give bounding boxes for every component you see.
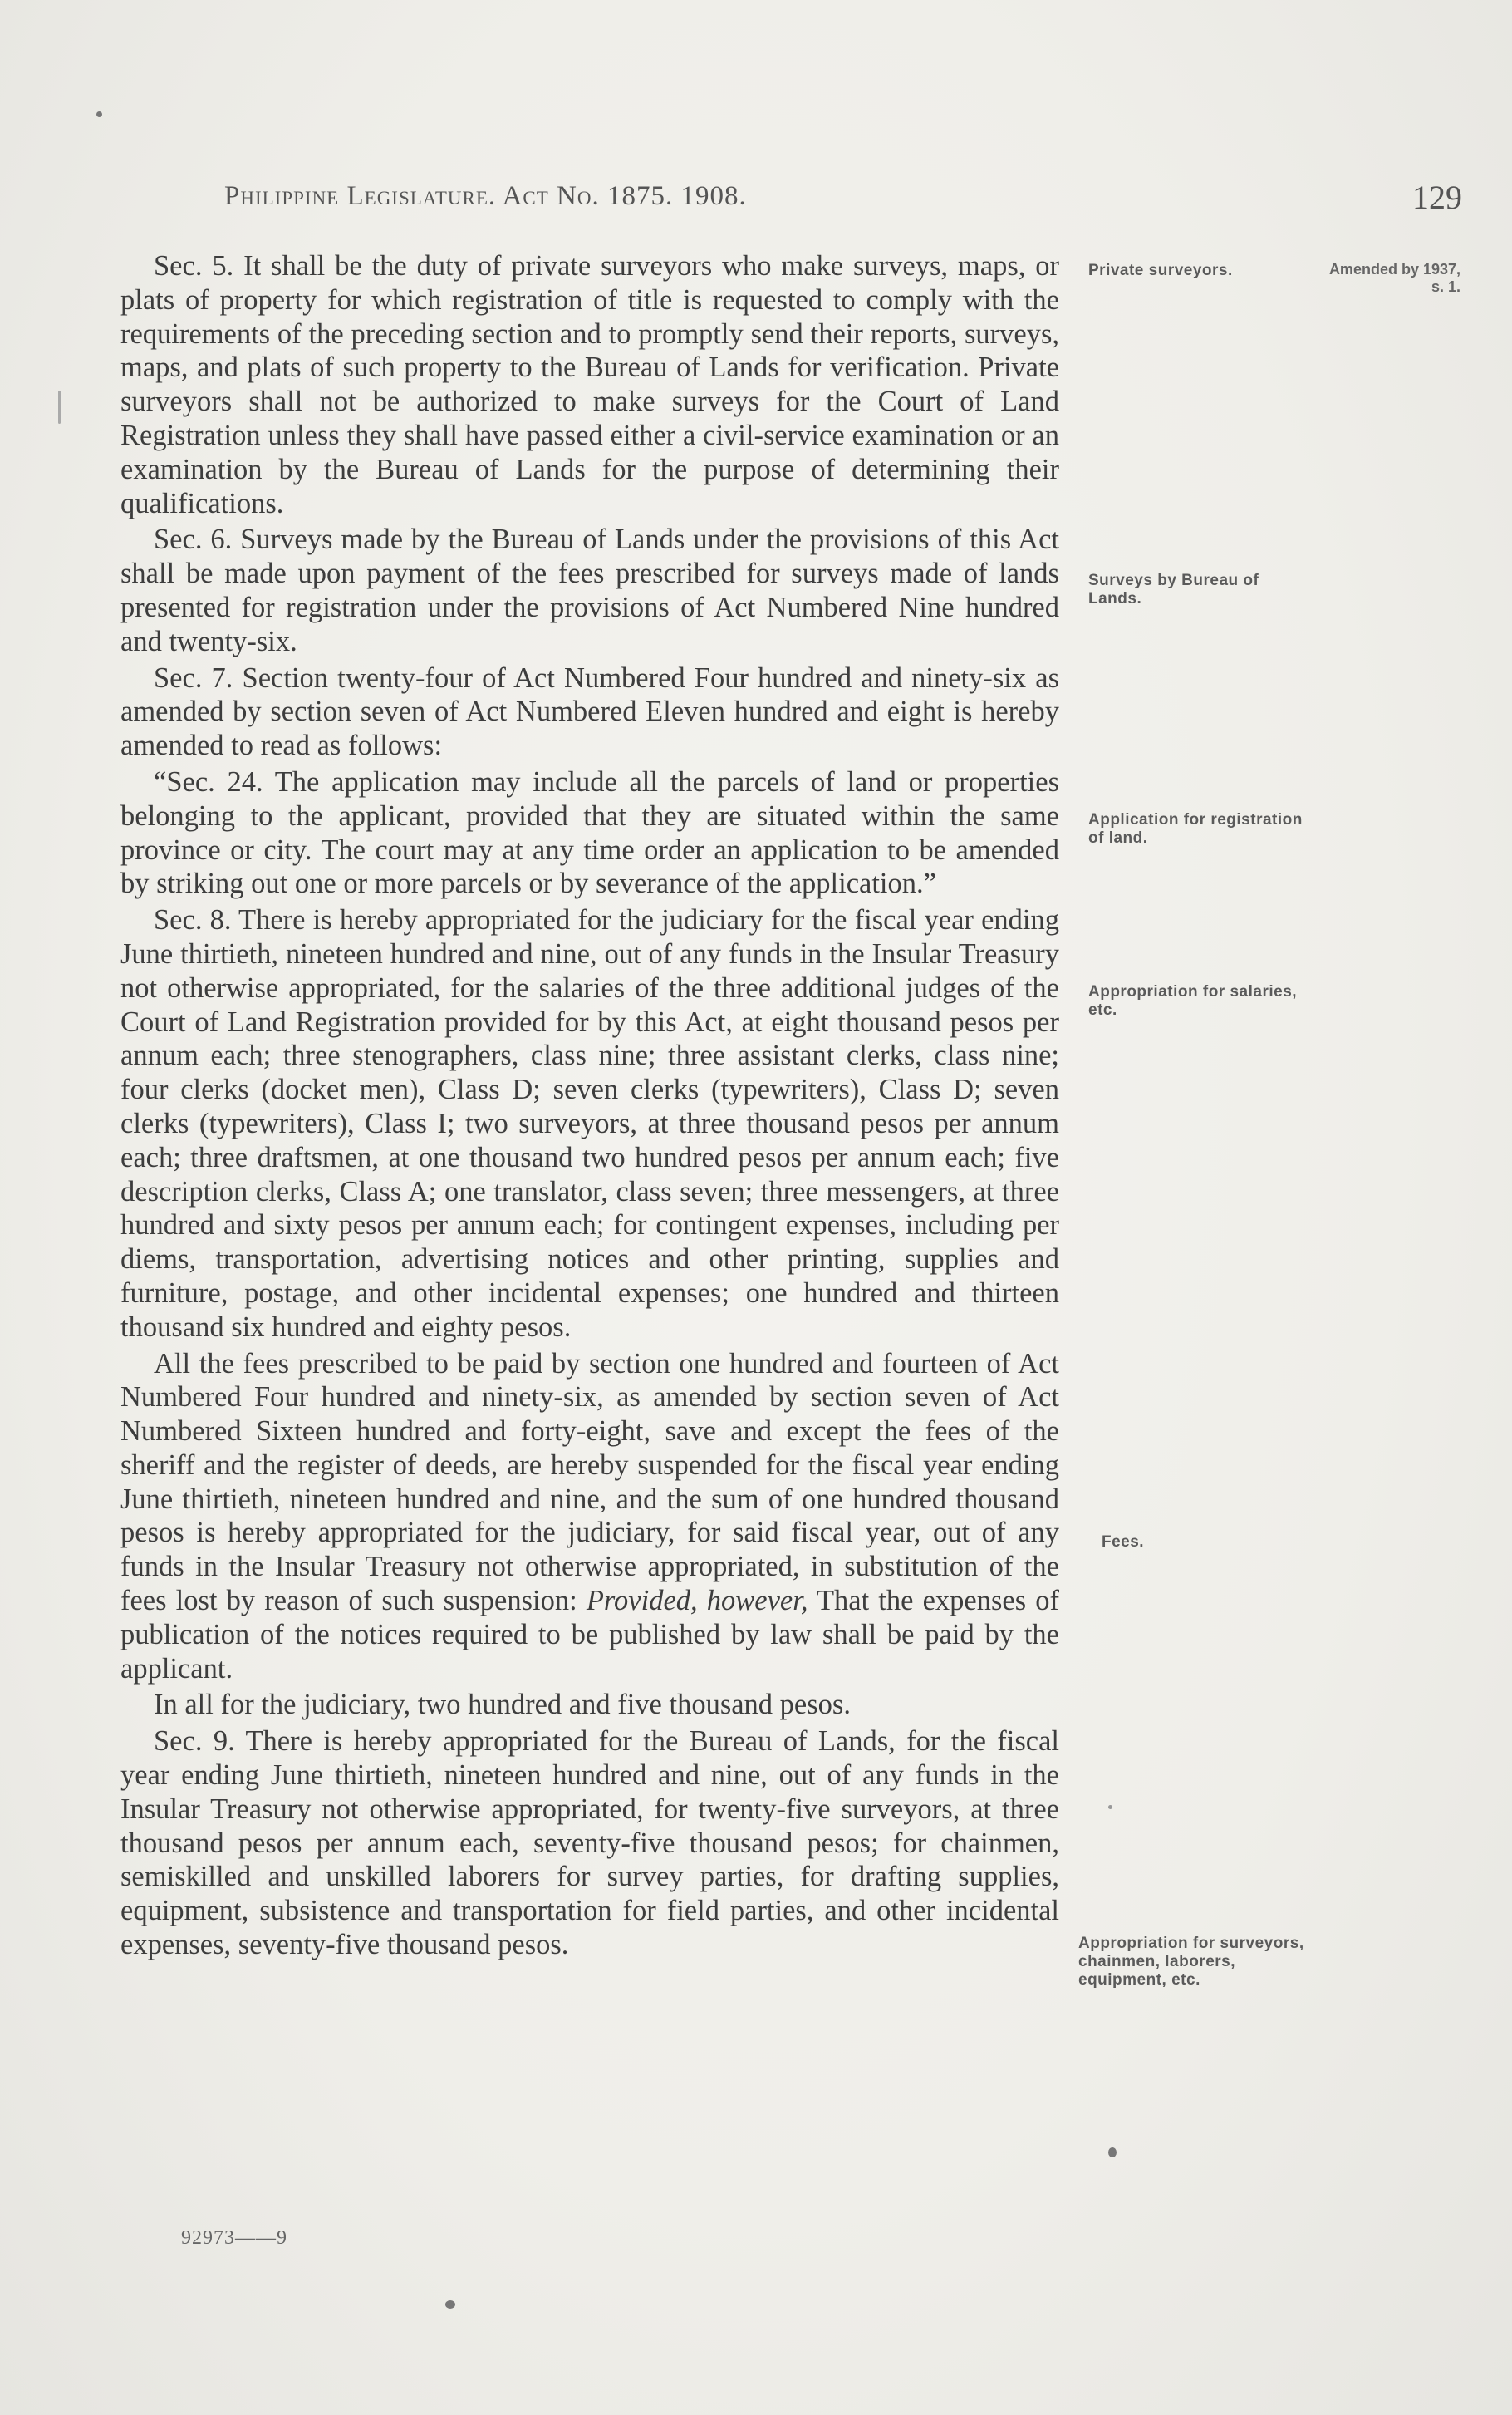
margin-note-application: Application for registration of land.	[1088, 811, 1303, 847]
margin-note-surveys-by-bureau: Surveys by Bureau of Lands.	[1088, 572, 1259, 607]
scan-speck	[1108, 2147, 1117, 2157]
page-number: 129	[1412, 179, 1462, 216]
margin-note-appropriation-surveyors: Appropriation for surveyors, chainmen, laborers, equipment, etc.	[1078, 1935, 1304, 1989]
scan-speck	[1108, 1805, 1112, 1809]
section-9-paragraph: Sec. 9. There is hereby appropriated for the Bureau of Lands, for the fiscal year ending June thirtieth, nineteen hundred and nine, out of any funds in the Insular Treasury not otherwise appropriated, for twenty-five surveyors, at three thousand pesos per annum each, seventy-five thousand pesos; for chainmen, semiskilled and unskilled laborers for survey parties, for drafting supplies, equipment, subsistence and transportation for field parties, and other incidental expenses, seventy-five thousand pesos.	[120, 1725, 1059, 1961]
proviso-italic: Provided, however,	[586, 1585, 808, 1617]
running-head: Philippine Legislature. Act No. 1875. 1908.	[224, 181, 747, 211]
margin-note-amended: Amended by 1937, s. 1.	[1328, 261, 1460, 295]
document-body	[120, 249, 1059, 1965]
margin-note-appropriation-salaries: Appropriation for salaries, etc.	[1088, 983, 1298, 1019]
section-8-paragraph: Sec. 8. There is hereby appropriated for the judiciary for the fiscal year ending June thirtieth, nineteen hundred and nine, out of any funds in the Insular Treasury not otherwise appropriated, for the salaries of the three additional judges of the Court of Land Registration provided for by this Act, at eight thousand pesos per annum each; three stenographers, class nine; three assistant clerks, class nine; four clerks (docket men), Class D; seven clerks (typewriters), Class D; seven clerks (typewriters), Class I; two surveyors, at three thousand pesos per annum each; three draftsmen, at one thousand two hundred pesos per annum each; five description clerks, Class A; one translator, class seven; three messengers, at three hundred and sixty pesos per annum each; for contingent expenses, including per diems, transportation, advertising notices and other printing, supplies and furniture, postage, and other incidental expenses; one hundred and thirteen thousand six hundred and eighty pesos.	[120, 904, 1059, 1343]
section-6-paragraph: Sec. 6. Surveys made by the Bureau of Lands under the provisions of this Act shall be made upon payment of the fees prescribed for surveys made of lands presented for registration under the provisions of Act Numbered Nine hundred and twenty-six.	[120, 524, 1059, 657]
fees-paragraph-text-end: That the expenses of publication of the notices required to be published by law shall be paid by the applicant.	[120, 1585, 1059, 1685]
fees-paragraph	[120, 1347, 1059, 1686]
scan-speck	[58, 391, 61, 424]
margin-note-private-surveyors: Private surveyors.	[1088, 262, 1233, 279]
fees-paragraph-text: All the fees prescribed to be paid by section one hundred and fourteen of Act Numbered Four hundred and ninety-six, as amended by section seven of Act Numbered Sixteen hundred and forty-eight, save and except the fees of the sheriff and the register of deeds, are hereby suspended for the fiscal year ending June thirtieth, nineteen hundred and nine, and the sum of one hundred thousand pesos is hereby appropriated for the judiciary, for said fiscal year, out of any funds in the Insular Treasury not otherwise appropriated, in substitution of the fees lost by reason of such suspension:	[120, 1347, 1059, 1617]
signature-code: 92973——9	[181, 2227, 287, 2249]
scan-speck	[96, 111, 102, 117]
scan-speck	[445, 2300, 455, 2309]
section-24-quote-paragraph: “Sec. 24. The application may include all the parcels of land or properties belonging to the applicant, provided that they are situated within the same province or city. The court may at any time order an application to be amended by striking out one or more parcels or by severance of the application.”	[120, 765, 1059, 900]
margin-note-fees: Fees.	[1102, 1533, 1145, 1551]
page-header	[224, 178, 1462, 224]
section-5-paragraph: Sec. 5. It shall be the duty of private surveyors who make surveys, maps, or plats of property for which registration of title is requested to comply with the requirements of the preceding section and to promptly send their reports, surveys, maps, and plats of such property to the Bureau of Lands for verification. Private surveyors shall not be authorized to make surveys for the Court of Land Registration unless they shall have passed either a civil-service examination or an examination by the Bureau of Lands for the purpose of determining their qualifications.	[120, 250, 1059, 519]
section-7-paragraph: Sec. 7. Section twenty-four of Act Numbered Four hundred and ninety-six as amended by section seven of Act Numbered Eleven hundred and eight is hereby amended to read as follows:	[120, 662, 1059, 762]
judiciary-total-paragraph: In all for the judiciary, two hundred and five thousand pesos.	[154, 1689, 851, 1721]
